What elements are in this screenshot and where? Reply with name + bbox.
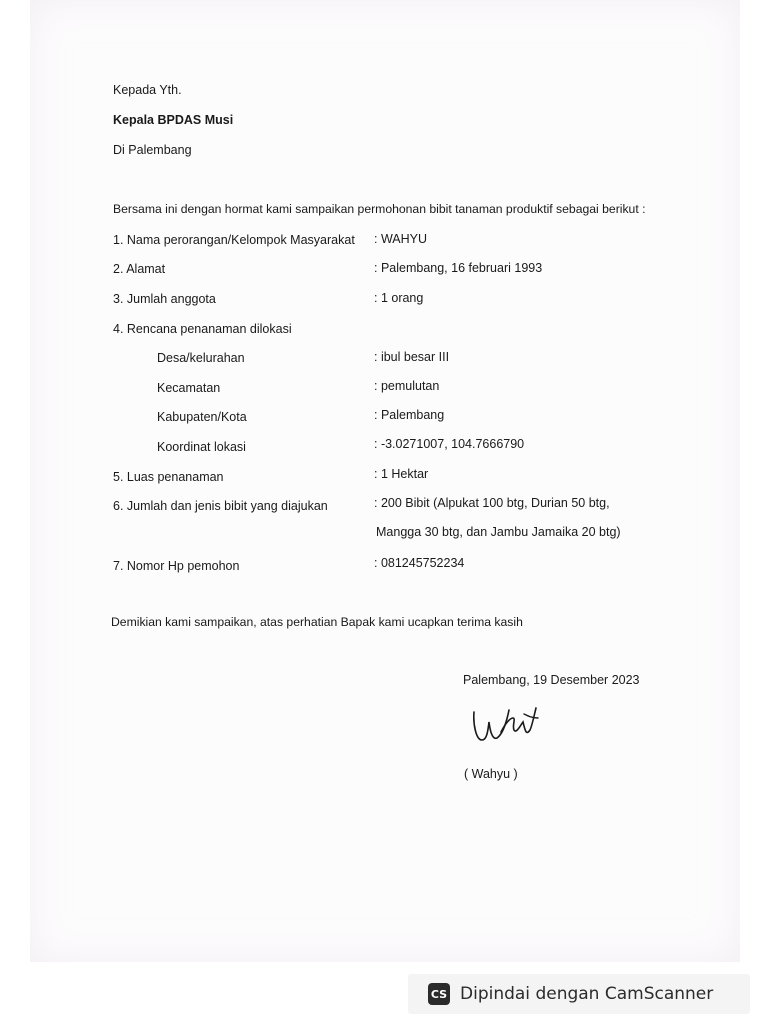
- item-value-jumlah-anggota: : 1 orang: [374, 291, 424, 305]
- item-value-kecamatan: : pemulutan: [374, 379, 440, 393]
- item-label-rencana: 4. Rencana penanaman dilokasi: [113, 322, 292, 336]
- camscanner-text: Dipindai dengan CamScanner: [460, 984, 714, 1004]
- recipient-name: Kepala BPDAS Musi: [113, 113, 234, 127]
- item-value-nama: : WAHYU: [374, 232, 428, 246]
- recipient-place: Di Palembang: [113, 143, 192, 157]
- item-value-bibit-cont: Mangga 30 btg, dan Jambu Jamaika 20 btg): [376, 525, 621, 539]
- camscanner-icon: CS: [428, 983, 450, 1005]
- item-value-koordinat: : -3.0271007, 104.7666790: [374, 437, 525, 451]
- intro-text: Bersama ini dengan hormat kami sampaikan permohonan bibit tanaman produktif sebagai berikut :: [113, 202, 646, 216]
- closing-text: Demikian kami sampaikan, atas perhatian Bapak kami ucapkan terima kasih: [111, 615, 523, 629]
- item-value-alamat: : Palembang, 16 februari 1993: [374, 261, 543, 275]
- item-label-koordinat: Koordinat lokasi: [157, 440, 246, 454]
- item-value-luas: : 1 Hektar: [374, 467, 429, 481]
- recipient-to: Kepada Yth.: [113, 83, 182, 97]
- item-label-nomor-hp: 7. Nomor Hp pemohon: [113, 559, 240, 573]
- item-label-kabupaten: Kabupaten/Kota: [157, 410, 247, 424]
- item-value-desa: : ibul besar III: [374, 350, 450, 364]
- item-label-desa: Desa/kelurahan: [157, 351, 245, 365]
- place-date: Palembang, 19 Desember 2023: [463, 673, 640, 687]
- item-value-nomor-hp: : 081245752234: [374, 556, 465, 570]
- item-value-bibit: : 200 Bibit (Alpukat 100 btg, Durian 50 btg,: [374, 496, 610, 510]
- item-label-alamat: 2. Alamat: [113, 262, 166, 276]
- item-label-jumlah-anggota: 3. Jumlah anggota: [113, 292, 216, 306]
- item-label-luas: 5. Luas penanaman: [113, 470, 224, 484]
- item-label-kecamatan: Kecamatan: [157, 381, 221, 395]
- camscanner-watermark: [408, 974, 750, 1014]
- item-value-kabupaten: : Palembang: [374, 408, 445, 422]
- signer-name: ( Wahyu ): [464, 767, 518, 781]
- item-label-nama: 1. Nama perorangan/Kelompok Masyarakat: [113, 233, 355, 247]
- signature-image: [470, 700, 540, 750]
- item-label-bibit: 6. Jumlah dan jenis bibit yang diajukan: [113, 499, 328, 513]
